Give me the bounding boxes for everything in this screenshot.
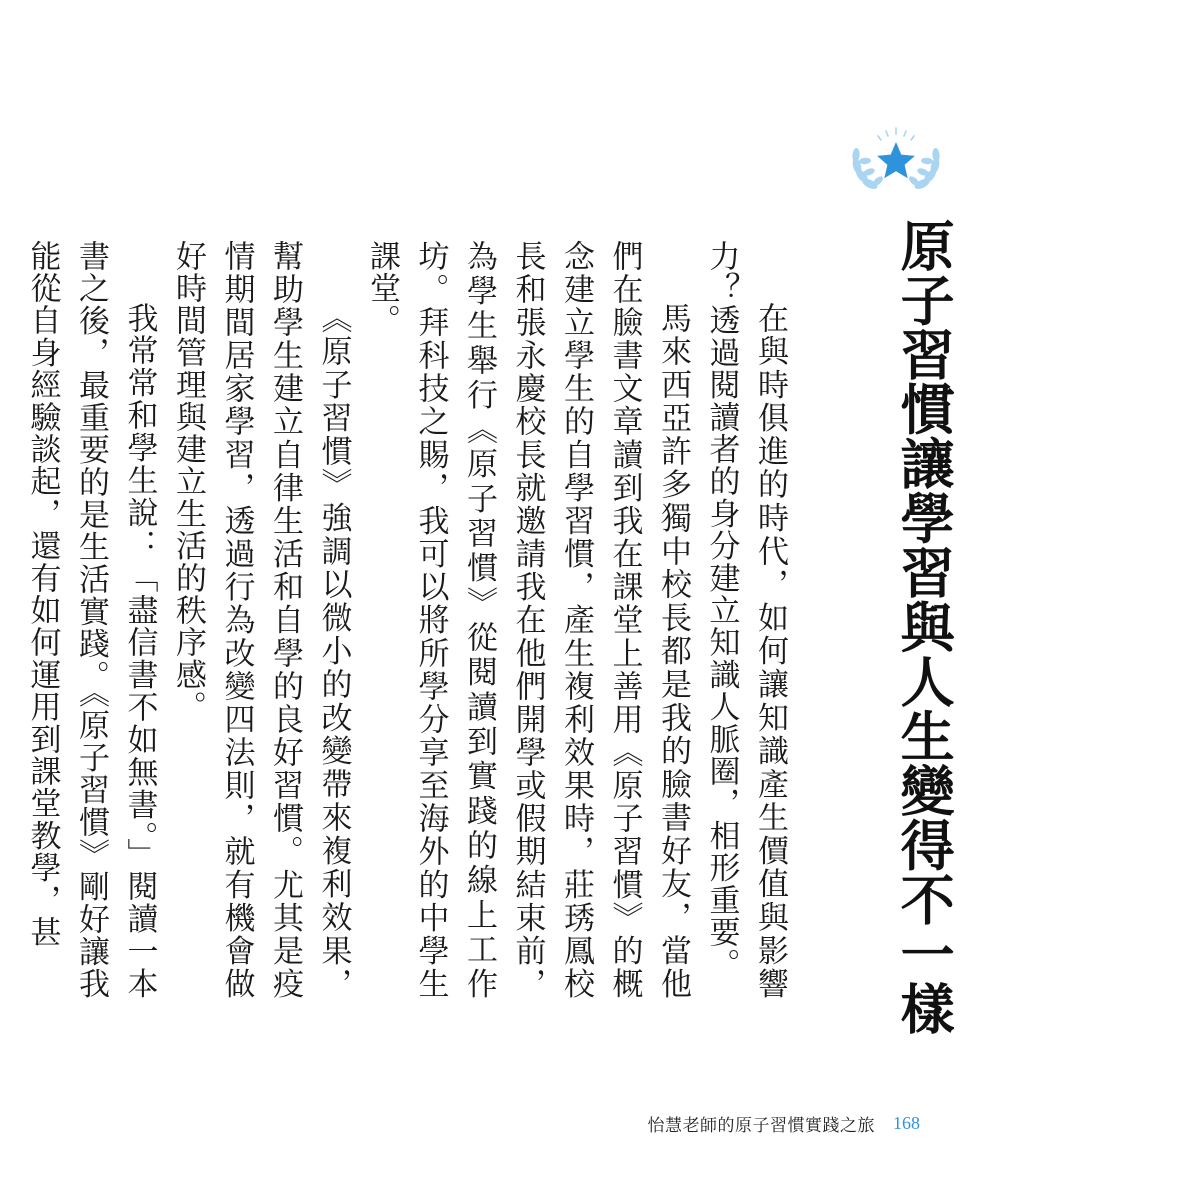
star-shape <box>877 142 915 178</box>
paragraph: 我常常和學生說：「盡信書不如無書。」閱讀一本書之後，最重要的是生活實踐。《原子習慣》剛好讓我能從自身經驗談起，還有如何運用到課堂教學，甚 <box>24 240 158 1000</box>
star-laurel-icon <box>848 126 944 196</box>
paragraph: 《原子習慣》強調以微小的改變帶來複利效果，幫助學生建立自律生活和自學的良好習慣。尤其是疫情期間居家學習，透過行為改變四法則，就有機會做好時間管理與建立生活的秩序感。 <box>170 240 352 1000</box>
running-book-title: 怡慧老師的原子習慣實踐之旅 <box>647 1115 875 1136</box>
chapter-title: 原子習慣讓學習與人生變得不一樣 <box>892 218 957 1036</box>
paragraph: 在與時俱進的時代，如何讓知識產生價值與影響力？透過閱讀者的身分建立知識人脈圈，相形重要。 <box>703 240 788 1000</box>
sparkle-rays <box>878 128 914 140</box>
laurel-left <box>851 148 885 191</box>
paragraph: 馬來西亞許多獨中校長都是我的臉書好友，當他們在臉書文章讀到我在課堂上善用《原子習慣》的概念建立學生的自學習慣，產生複利效果時，莊琇鳳校長和張永慶校長就邀請我在他們開學或假期結束前，為學生舉行《原子習慣》從閱讀到實踐的線上工作坊。拜科技之賜，我可以將所學分享至海外的中學生課堂。 <box>364 240 691 1000</box>
page-footer <box>640 1108 920 1138</box>
laurel-right <box>907 148 941 191</box>
body-text <box>24 240 794 1000</box>
page-number: 168 <box>893 1112 920 1133</box>
